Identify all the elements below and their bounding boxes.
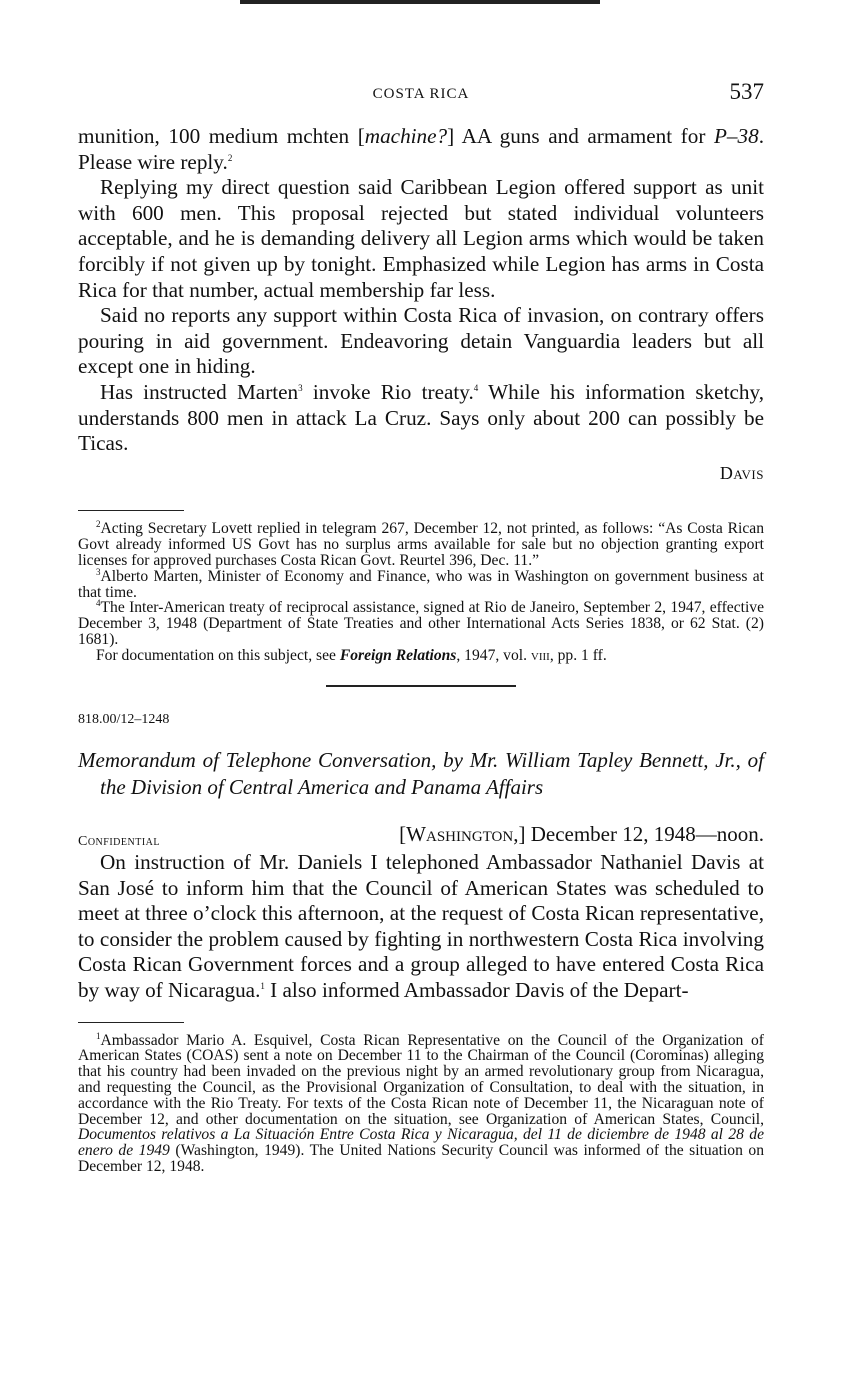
telegram-paragraph-1: munition, 100 medium mchten [machine?] AA guns and armament for P–38. Please wire reply.$^2$ (78, 124, 764, 174)
footnote-divider (78, 510, 184, 511)
footnote-4: $^4$The Inter-American treaty of reciprocal assistance, signed at Rio de Janeiro, September 2, 1947, effective December 3, 1948 (Department of State Treaties and other International Acts Series 1838, or 62 Stat. (2) 1681). (78, 598, 764, 648)
footnotes-top (78, 521, 764, 663)
section-divider (326, 685, 516, 687)
running-title: COSTA RICA (372, 86, 470, 102)
footnote-1: $^1$Ambassador Mario A. Esquivel, Costa Rican Representative on the Council of the Organization of American States (COAS) sent a note on December 11 to the Chairman of the Council (Corominas) alleging that his country had been invaded on the previous night by an armed revolutionary group from Nicaragua, and requesting the Council, as the Provisional Organization of Consultation, to deal with the situation, in accordance with the Rio Treaty. For texts of the Costa Rican note of December 11, the Nicaraguan note of December 12, and other documentation on the situation, see Organization of American States, Council, Documentos relativos a La Situación Entre Costa Rica y Nicaragua, del 11 de diciembre de 1948 al 28 de enero de 1949 (Washington, 1949). The United Nations Security Council was informed of the situation on December 12, 1948. (78, 1030, 764, 1176)
file-number: 818.00/12–1248 (78, 712, 170, 728)
telegram-paragraph-2: Replying my direct question said Caribbean Legion offered support as unit with 600 men. This proposal rejected but stated individual volunteers acceptable, and he is demanding delivery all Legion arms which would be taken forcibly if not given up by tonight. Emphasized while Legion has arms in Costa Rica for that number, actual membership far less. (78, 175, 764, 302)
main-content (78, 124, 764, 1175)
footnote-4-continuation: For documentation on this subject, see Foreign Relations, 1947, vol. viii, pp. 1 ff. (96, 646, 607, 664)
classification: Confidential (78, 834, 160, 850)
footnote-ref: 4 (473, 382, 479, 393)
signature: Davis (719, 462, 764, 483)
memo-body: On instruction of Mr. Daniels I telephoned Ambassador Nathaniel Davis at San José to inform him that the Council of American States was scheduled to meet at three o’clock this afternoon, at the request of Costa Rican representative, to consider the problem caused by fighting in northwestern Costa Rica involving Costa Rican Government forces and a group alleged to have entered Costa Rica by way of Nicaragua.$^1$ I also informed Ambassador Davis of the Depart- (78, 850, 764, 1003)
footnote-ref: 2 (227, 152, 233, 163)
page-number: 537 (729, 79, 764, 104)
footnote-3: $^3$Alberto Marten, Minister of Economy and Finance, who was in Washington on government business at that time. (78, 566, 764, 601)
footnotes-bottom (78, 1030, 764, 1176)
date: [Washington,] December 12, 1948—noon. (399, 822, 764, 847)
footnote-ref: 3 (298, 382, 303, 393)
telegram-paragraph-4: Has instructed Marten$^3$ invoke Rio treaty.$^4$ While his information sketchy, understands 800 men in attack La Cruz. Says only about 200 can possibly be Ticas. (78, 379, 764, 456)
document-title: Memorandum of Telephone Conversation, by Mr. William Tapley Bennett, Jr., of the Division of Central America and Panama Affairs (78, 748, 764, 799)
footnote-ref: 1 (260, 980, 265, 991)
page-header (78, 79, 764, 108)
top-edge-bar (240, 0, 600, 4)
dateline (78, 822, 764, 850)
place: Washington (406, 822, 514, 847)
telegram-paragraph-3: Said no reports any support within Costa Rica of invasion, on contrary offers pouring in aid government. Endeavoring detain Vanguardia leaders but all except one in hiding. (78, 303, 764, 379)
footnote-divider-bottom (78, 1022, 184, 1023)
footnote-2: $^2$Acting Secretary Lovett replied in telegram 267, December 12, not printed, as follows: “As Costa Rican Govt already informed US Govt has no surplus arms available for sale but no objection granting export licenses for approved purchases Costa Rican Govt. Reurtel 396, Dec. 11.” (78, 519, 764, 569)
